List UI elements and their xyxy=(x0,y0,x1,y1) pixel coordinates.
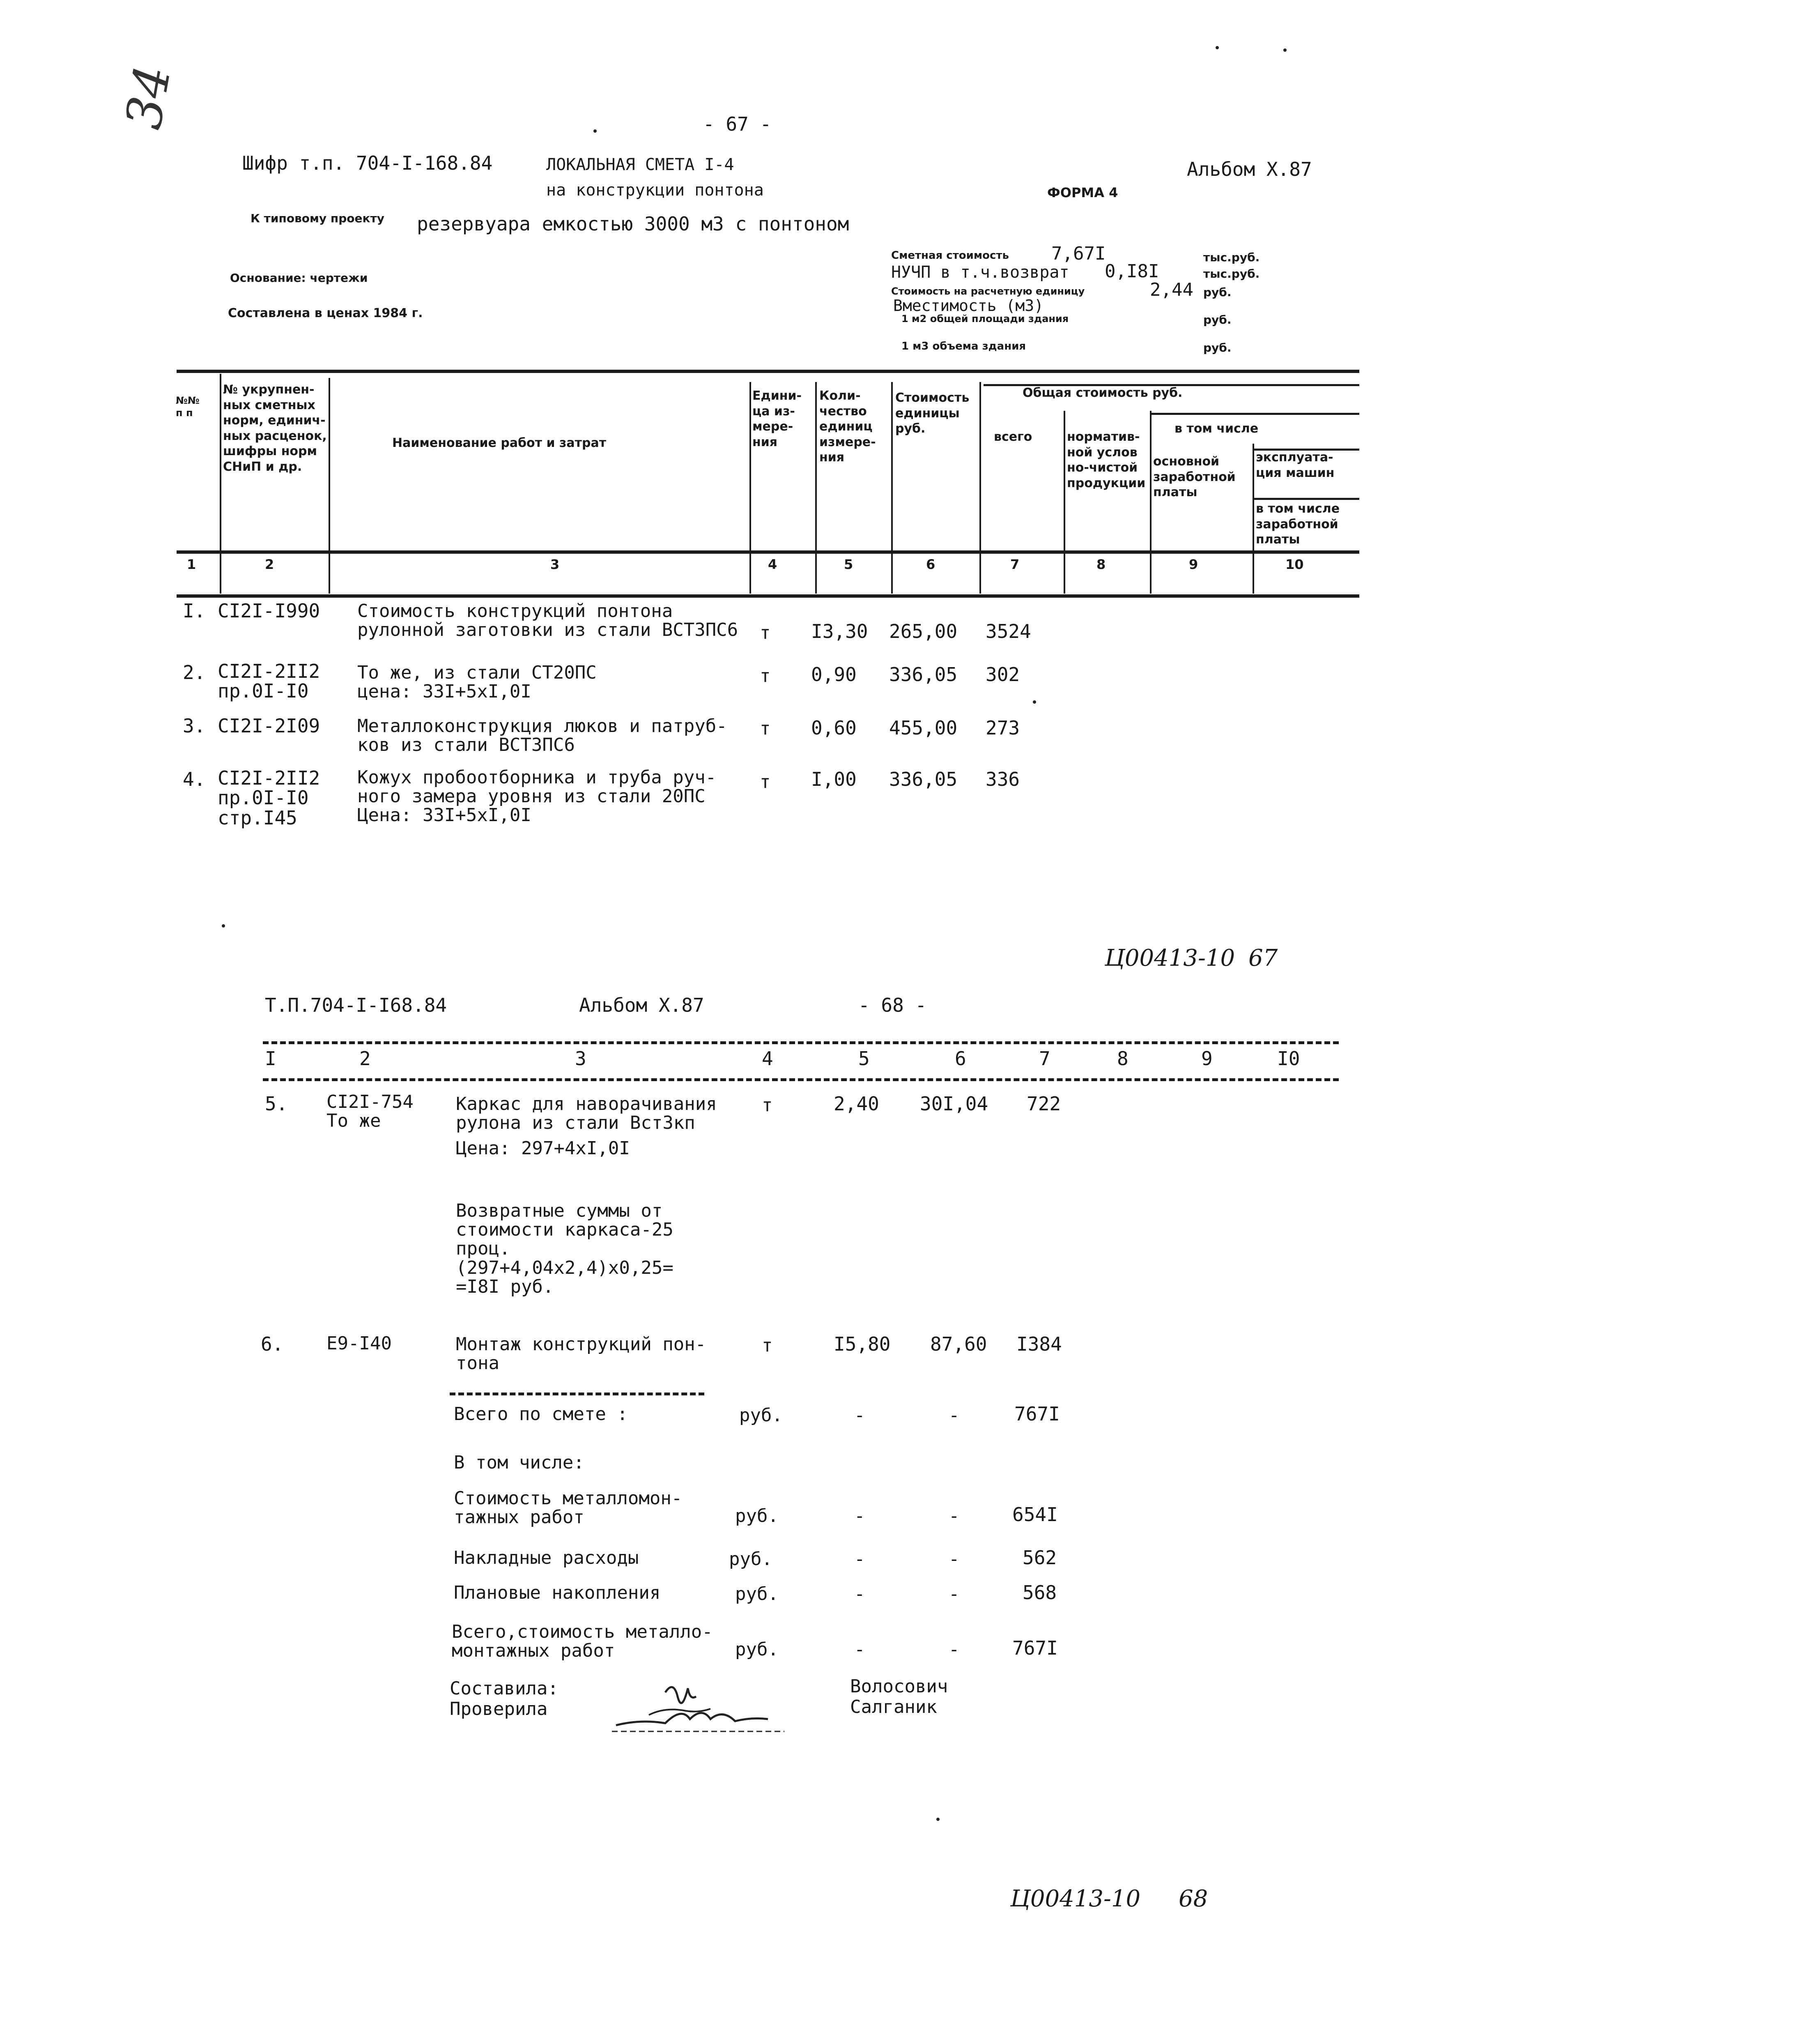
row-num: 3. xyxy=(183,715,206,737)
nuchp-label: НУЧП в т.ч.возврат xyxy=(891,263,1069,282)
signature-checked-label: Проверила xyxy=(450,1699,548,1719)
row-price: 87,60 xyxy=(930,1333,987,1355)
return-note: Возвратные суммы от стоимости каркаса-25 проц. (297+4,04x2,4)x0,25= =I8I руб. xyxy=(456,1200,673,1297)
row-total: 302 xyxy=(986,663,1020,686)
total-label: Всего по смете : xyxy=(454,1404,628,1425)
row-unit: т xyxy=(760,771,771,792)
colnum-3: 3 xyxy=(550,557,560,572)
colnum-4: 4 xyxy=(762,1047,773,1070)
scan-speck xyxy=(1283,48,1287,52)
row-qty: I5,80 xyxy=(834,1333,891,1355)
row-total: I384 xyxy=(1016,1333,1062,1355)
colnum-9: 9 xyxy=(1189,557,1198,572)
forma-label: ФОРМА 4 xyxy=(1047,185,1118,200)
smeta-subtitle: на конструкции понтона xyxy=(546,181,764,200)
project-value: резервуара емкостью 3000 м3 с понтоном xyxy=(417,213,849,235)
row-price: 265,00 xyxy=(889,620,958,642)
total-c6: - xyxy=(949,1639,960,1660)
signature-compiled-label: Составила: xyxy=(450,1678,559,1699)
scan-speck xyxy=(222,924,225,928)
nuchp-value: 0,I8I xyxy=(1105,261,1159,282)
total-c5: - xyxy=(854,1405,865,1426)
archive-stamp-page: 67 xyxy=(1248,945,1278,971)
colnum-2: 2 xyxy=(265,557,274,572)
volume-unit: руб. xyxy=(1203,341,1232,354)
in-including: В том числе: xyxy=(454,1452,584,1473)
colnum-3: 3 xyxy=(575,1047,586,1070)
total-value: 767I xyxy=(1012,1637,1058,1659)
row-name: Стоимость конструкций понтона рулонной заготовки из стали ВСТ3ПС6 xyxy=(357,601,738,641)
scan-speck xyxy=(1216,46,1219,49)
album-label: Альбом X.87 xyxy=(1187,158,1312,180)
colnum-7: 7 xyxy=(1010,557,1020,572)
capacity-label: Вместимость (м3) xyxy=(893,297,1044,315)
hdr-col10: эксплуата- ция машин xyxy=(1256,450,1335,480)
row-name: Металлоконструкция люков и патруб- ков из стали ВСТ3ПС6 xyxy=(357,716,727,756)
hdr-col5: Коли- чество единиц измере- ния xyxy=(819,389,876,465)
row-code: Е9-I40 xyxy=(326,1333,392,1354)
colnum-6: 6 xyxy=(955,1047,966,1070)
row-name: Каркас для наворачивания рулона из стали ВстЗкп xyxy=(456,1093,717,1134)
total-c6: - xyxy=(949,1505,960,1526)
row-price: 30I,04 xyxy=(920,1093,988,1115)
row-unit: т xyxy=(760,665,771,686)
cost-label: Сметная стоимость xyxy=(891,249,1009,262)
colnum-2: 2 xyxy=(359,1047,371,1070)
dashed-divider xyxy=(263,1041,1339,1044)
row-num: 4. xyxy=(183,768,206,790)
signature-name-1: Волосович xyxy=(850,1676,948,1697)
signature-name-2: Салганик xyxy=(850,1696,937,1717)
row-code: CI2I-754 То же xyxy=(326,1091,414,1132)
row-num: 2. xyxy=(183,661,206,684)
smeta-title: ЛОКАЛЬНАЯ СМЕТА I-4 xyxy=(546,155,734,174)
total-label: Накладные расходы xyxy=(454,1547,639,1568)
hdr-col2: № укрупнен- ных сметных норм, единич- ных расценок, шифры норм СНиП и др. xyxy=(223,382,327,474)
row-unit: т xyxy=(762,1095,773,1116)
colnum-7: 7 xyxy=(1039,1047,1050,1070)
total-unit: руб. xyxy=(735,1584,779,1604)
colnum-1: I xyxy=(265,1047,276,1070)
colnum-8: 8 xyxy=(1096,557,1106,572)
dashed-divider xyxy=(263,1078,1339,1081)
page-number-2: - 68 - xyxy=(858,994,927,1016)
colnum-1: 1 xyxy=(187,557,196,572)
row-qty: 2,40 xyxy=(834,1093,879,1115)
row-qty: 0,60 xyxy=(811,717,857,739)
colnum-5: 5 xyxy=(858,1047,870,1070)
row-name: Монтаж конструкций пон- тона xyxy=(456,1334,706,1374)
total-label: Плановые накопления xyxy=(454,1582,661,1603)
row-name: Кожух пробоотборника и труба руч- ного замера уровня из стали 20ПС Цена: 33I+5xI,0I xyxy=(357,767,717,826)
row-code: CI2I-2II2 пр.0I-I0 стр.I45 xyxy=(218,767,320,829)
project-code-2: Т.П.704-I-I68.84 xyxy=(265,994,447,1016)
page-number: - 67 - xyxy=(703,113,772,135)
colnum-10: I0 xyxy=(1277,1047,1300,1070)
row-qty: 0,90 xyxy=(811,663,857,686)
hdr-col7: всего xyxy=(994,430,1032,444)
hdr-col8: норматив- ной услов но-чистой продукции xyxy=(1067,430,1146,490)
colnum-8: 8 xyxy=(1117,1047,1129,1070)
row-num: 6. xyxy=(261,1333,284,1355)
row-total: 3524 xyxy=(986,620,1031,642)
row-price: 455,00 xyxy=(889,717,958,739)
handwritten-signature xyxy=(608,1676,813,1738)
scan-speck xyxy=(936,1818,940,1821)
total-c5: - xyxy=(854,1584,865,1604)
total-value: 654I xyxy=(1012,1503,1058,1526)
unitcost-label: Стоимость на расчетную единицу xyxy=(891,285,1085,297)
hdr-col6: Стоимость единицы руб. xyxy=(895,391,970,436)
row-qty: I3,30 xyxy=(811,620,868,642)
hdr-col4: Едини- ца из- мере- ния xyxy=(752,389,802,449)
colnum-5: 5 xyxy=(844,557,853,572)
margin-handwritten-mark: 34 xyxy=(115,61,182,134)
colnum-4: 4 xyxy=(768,557,777,572)
row-unit: т xyxy=(762,1335,773,1356)
total-c6: - xyxy=(949,1405,960,1426)
row-name: То же, из стали СТ20ПС цена: 33I+5xI,0I xyxy=(357,662,597,702)
album-label-2: Альбом X.87 xyxy=(579,994,704,1016)
area-label: 1 м2 общей площади здания xyxy=(901,313,1069,325)
total-c5: - xyxy=(854,1549,865,1570)
dashed-divider xyxy=(450,1393,704,1395)
row-num: I. xyxy=(183,600,206,622)
total-unit: руб. xyxy=(729,1549,772,1570)
row-price: 336,05 xyxy=(889,768,958,790)
unitcost-value: 2,44 xyxy=(1150,279,1193,300)
total-value: 562 xyxy=(1023,1547,1057,1569)
row-code: CI2I-I990 xyxy=(218,600,320,622)
cost-value: 7,67I xyxy=(1051,243,1106,264)
row-total: 722 xyxy=(1027,1093,1061,1115)
row-num: 5. xyxy=(265,1093,288,1115)
total-unit: руб. xyxy=(739,1405,783,1426)
osnovanie: Основание: чертежи xyxy=(230,271,368,285)
row-total: 273 xyxy=(986,717,1020,739)
row-code: CI2I-2I09 xyxy=(218,715,320,737)
price-note: Цена: 297+4xI,0I xyxy=(456,1138,630,1159)
hdr-in-including: в том числе xyxy=(1175,421,1259,436)
unitcost-unit: руб. xyxy=(1203,285,1232,299)
volume-label: 1 м3 объема здания xyxy=(901,340,1026,352)
hdr-group: Общая стоимость руб. xyxy=(1023,386,1183,400)
row-code: CI2I-2II2 пр.0I-I0 xyxy=(218,660,320,702)
hdr-col9: основной заработной платы xyxy=(1153,454,1236,499)
total-unit: руб. xyxy=(735,1505,779,1526)
hdr-col1: №№ п п xyxy=(176,395,200,419)
nuchp-unit: тыс.руб. xyxy=(1203,267,1260,281)
project-code: Шифр т.п. 704-I-168.84 xyxy=(242,152,493,174)
total-label: Всего,стоимость металло- монтажных работ xyxy=(452,1621,713,1662)
row-total: 336 xyxy=(986,768,1020,790)
colnum-10: 10 xyxy=(1285,557,1304,572)
project-label: К типовому проекту xyxy=(251,212,385,225)
colnum-6: 6 xyxy=(926,557,935,572)
total-value: 767I xyxy=(1014,1403,1060,1425)
hdr-col10b: в том числе заработной платы xyxy=(1256,502,1340,547)
scan-speck xyxy=(593,129,597,133)
total-c5: - xyxy=(854,1505,865,1526)
scan-speck xyxy=(1033,700,1036,704)
row-qty: I,00 xyxy=(811,768,857,790)
colnum-9: 9 xyxy=(1201,1047,1213,1070)
row-unit: т xyxy=(760,718,771,739)
cost-unit: тыс.руб. xyxy=(1203,251,1260,264)
sostavlena: Составлена в ценах 1984 г. xyxy=(228,306,423,320)
row-unit: т xyxy=(760,622,771,643)
archive-stamp-page-2: 68 xyxy=(1179,1885,1208,1912)
archive-stamp: Ц00413-10 xyxy=(1105,945,1235,971)
total-value: 568 xyxy=(1023,1581,1057,1604)
total-unit: руб. xyxy=(735,1639,779,1660)
hdr-col3: Наименование работ и затрат xyxy=(392,436,607,450)
area-unit: руб. xyxy=(1203,313,1232,327)
total-c5: - xyxy=(854,1639,865,1660)
total-c6: - xyxy=(949,1549,960,1570)
row-price: 336,05 xyxy=(889,663,958,686)
total-label: Стоимость металломон- тажных работ xyxy=(454,1488,683,1528)
total-c6: - xyxy=(949,1584,960,1604)
archive-stamp-2: Ц00413-10 xyxy=(1010,1885,1141,1912)
